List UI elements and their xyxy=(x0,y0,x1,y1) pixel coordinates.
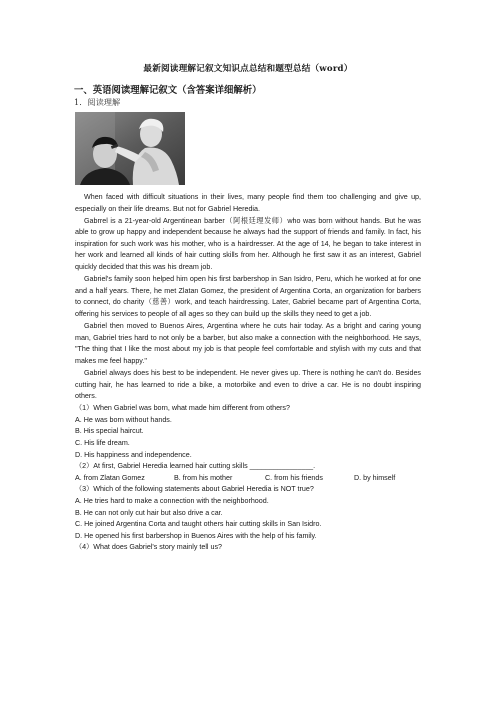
question-1-option-c: C. His life dream. xyxy=(75,438,130,447)
question-1-option-d: D. His happiness and independence. xyxy=(75,450,192,459)
question-2-option-d: D. by himself xyxy=(354,473,396,482)
subsection-heading: 1．阅读理解 xyxy=(74,97,121,107)
question-3-option-a: A. He tries hard to make a connection with the neighborhood. xyxy=(75,496,269,505)
paragraph-5: Gabriel always does his best to be independent. He never gives up. There is nothing he can't do. Besides cutting hair, he has learned to ride a bike, a motorbike and even to drive a car. He is no doubt inspiring others. xyxy=(75,368,421,401)
question-2-option-b: B. from his mother xyxy=(174,473,233,482)
question-2-options xyxy=(75,473,421,485)
question-2-stem: （2）At first, Gabriel Heredia learned hair cutting skills ________________. xyxy=(75,462,316,471)
question-4-stem: （4）What does Gabriel's story mainly tell us? xyxy=(75,543,223,552)
question-2-option-a: A. from Zlatan Gomez xyxy=(75,473,145,482)
paragraph-4: Gabriel then moved to Buenos Aires, Argentina where he cuts hair today. As a bright and caring young man, Gabriel tries hard to not only be a barber, but also make a connection with the neighborhood. He says, "The thing that I like the most about my job is that people feel comfortable and stylish with my cuts and that makes me feel happy." xyxy=(75,322,421,365)
paragraph-1: When faced with difficult situations in their lives, many people find them too challenging and give up, especially on their life dreams. But not for Gabriel Heredia. xyxy=(75,193,421,213)
barber-photo-illustration xyxy=(75,112,185,185)
document-title: 最新阅读理解记叙文知识点总结和题型总结（word） xyxy=(143,64,353,74)
section-heading: 一、英语阅读理解记叙文（含答案详细解析） xyxy=(74,85,262,96)
question-1-option-b: B. His special haircut. xyxy=(75,427,144,436)
paragraph-2: Gabrrel is a 21-year-old Argentinean barber（阿根廷理发师）who was born without hands. But he was able to grow up happy and independent because he always had the support of friends and family. In fact, his inspiration for such work was his mother, who is a hairdresser. At the age of 14, he began to take interest in her work and learned all kinds of hair cutting skills from her. Although he first saw it as an interest, Gabriel quickly decided that this was his dream job. xyxy=(75,216,421,272)
question-2-option-c: C. from his friends xyxy=(265,473,323,482)
question-3-option-d: D. He opened his first barbershop in Buenos Aires with the help of his family. xyxy=(75,531,317,540)
question-3-option-b: B. He can not only cut hair but also drive a car. xyxy=(75,508,223,517)
question-3-stem: （3）Which of the following statements about Gabriel Heredia is NOT true? xyxy=(75,485,314,494)
article-body xyxy=(75,192,421,554)
question-1-stem: （1）When Gabriel was born, what made him different from others? xyxy=(75,404,290,413)
question-1-option-a: A. He was born without hands. xyxy=(75,415,172,424)
question-3-option-c: C. He joined Argentina Corta and taught others hair cutting skills in San Isidro. xyxy=(75,520,322,529)
paragraph-3: Gabriel's family soon helped him open his first barbershop in San Isidro, Peru, which he worked at for one and a half years. There, he met Zlatan Gomez, the president of Argentina Corta, an organization for barbers to connect, do charity（慈善）work, and teach hairdressing. Later, Gabriel became part of Argentina Corta, offering his services to people of all ages so they can build up the skills they need to get a job. xyxy=(75,275,421,318)
barber-photo xyxy=(75,112,185,185)
